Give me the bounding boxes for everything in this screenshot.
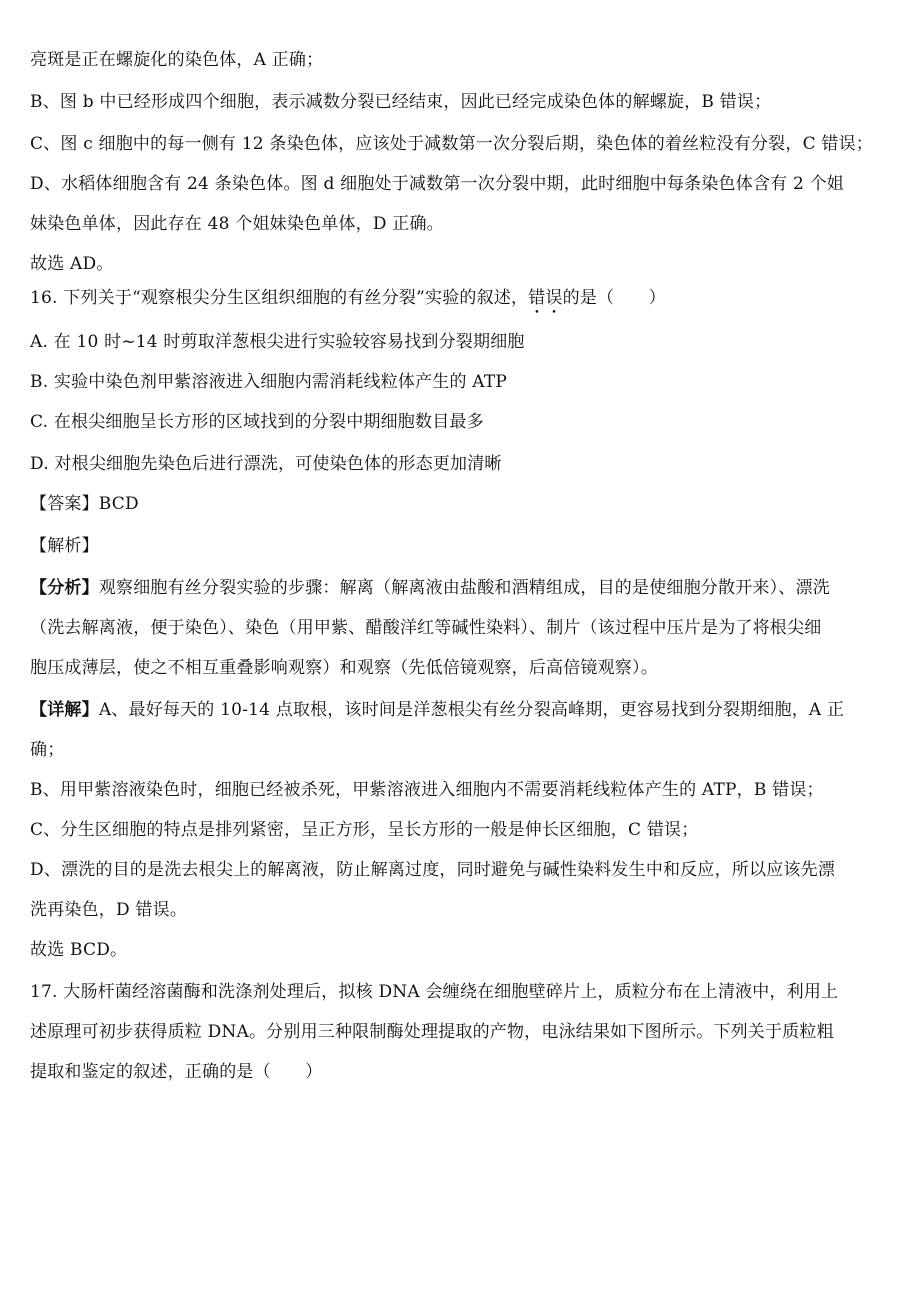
prev-explanation-line: B、图 b 中已经形成四个细胞，表示减数分裂已经结束，因此已经完成染色体的解螺旋，B 错误； — [30, 92, 772, 112]
detail-d: D、漂洗的目的是洗去根尖上的解离液，防止解离过度，同时避免与碱性染料发生中和反应，所以应该先漂 — [30, 860, 836, 880]
prev-explanation-line: 妹染色单体，因此存在 48 个姐妹染色单体，D 正确。 — [30, 214, 444, 234]
fenxi-text: 观察细胞有丝分裂实验的步骤：解离（解离液由盐酸和酒精组成，目的是使细胞分散开来）、漂洗 — [98, 578, 830, 598]
option-b: B. 实验中染色剂甲紫溶液进入细胞内需消耗线粒体产生的 ATP — [30, 372, 508, 392]
fenxi-line: 胞压成薄层，使之不相互重叠影响观察）和观察（先低倍镜观察，后高倍镜观察）。 — [30, 658, 658, 678]
fenxi-line: （洗去解离液，便于染色）、染色（用甲紫、醋酸洋红等碱性染料）、制片（该过程中压片是为了将根尖细 — [30, 618, 822, 638]
question-17-stem: 提取和鉴定的叙述，正确的是（ ） — [30, 1062, 323, 1082]
option-c: C. 在根尖细胞呈长方形的区域找到的分裂中期细胞数目最多 — [30, 412, 484, 432]
detail-b: B、用甲紫溶液染色时，细胞已经被杀死，甲紫溶液进入细胞内不需要消耗线粒体产生的 ATP，B 错误； — [30, 780, 824, 800]
option-d: D. 对根尖细胞先染色后进行漂洗，可使染色体的形态更加清晰 — [30, 454, 502, 474]
option-a: A. 在 10 时~14 时剪取洋葱根尖进行实验较容易找到分裂期细胞 — [30, 332, 525, 352]
prev-conclusion: 故选 AD。 — [30, 254, 114, 274]
analysis-label: 【解析】 — [30, 536, 99, 556]
stem-emphasis: 错误 — [528, 288, 563, 308]
prev-explanation-line: D、水稻体细胞含有 24 条染色体。图 d 细胞处于减数第一次分裂中期，此时细胞中每条染色体含有 2 个姐 — [30, 174, 844, 194]
fenxi-tag: 【分析】 — [30, 578, 99, 598]
stem-text-end: 的是（ ） — [562, 288, 666, 308]
xiangjie-text: A、最好每天的 10-14 点取根，该时间是洋葱根尖有丝分裂高峰期，更容易找到分裂期细胞，A 正 — [98, 700, 845, 720]
prev-explanation-line: C、图 c 细胞中的每一侧有 12 条染色体，应该处于减数第一次分裂后期，染色体的着丝粒没有分裂，C 错误； — [30, 134, 873, 154]
question-17-stem: 17. 大肠杆菌经溶菌酶和洗涤剂处理后，拟核 DNA 会缠绕在细胞壁碎片上，质粒分布在上清液中，利用上 — [30, 982, 839, 1002]
xiangjie-line — [30, 698, 870, 722]
answer: 【答案】BCD — [30, 494, 139, 514]
question-16-stem — [30, 286, 870, 318]
xiangjie-tag: 【详解】 — [30, 700, 99, 720]
question-17-stem: 述原理可初步获得质粒 DNA。分别用三种限制酶处理提取的产物，电泳结果如下图所示。下列关于质粒粗 — [30, 1022, 834, 1042]
xiangjie-line: 确； — [30, 740, 65, 760]
stem-text: 16. 下列关于“观察根尖分生区组织细胞的有丝分裂”实验的叙述， — [30, 288, 529, 308]
q16-conclusion: 故选 BCD。 — [30, 940, 128, 960]
prev-explanation-line: 亮斑是正在螺旋化的染色体，A 正确； — [30, 50, 324, 70]
fenxi-line — [30, 576, 870, 600]
detail-d: 洗再染色，D 错误。 — [30, 900, 188, 920]
detail-c: C、分生区细胞的特点是排列紧密，呈正方形，呈长方形的一般是伸长区细胞，C 错误； — [30, 820, 699, 840]
